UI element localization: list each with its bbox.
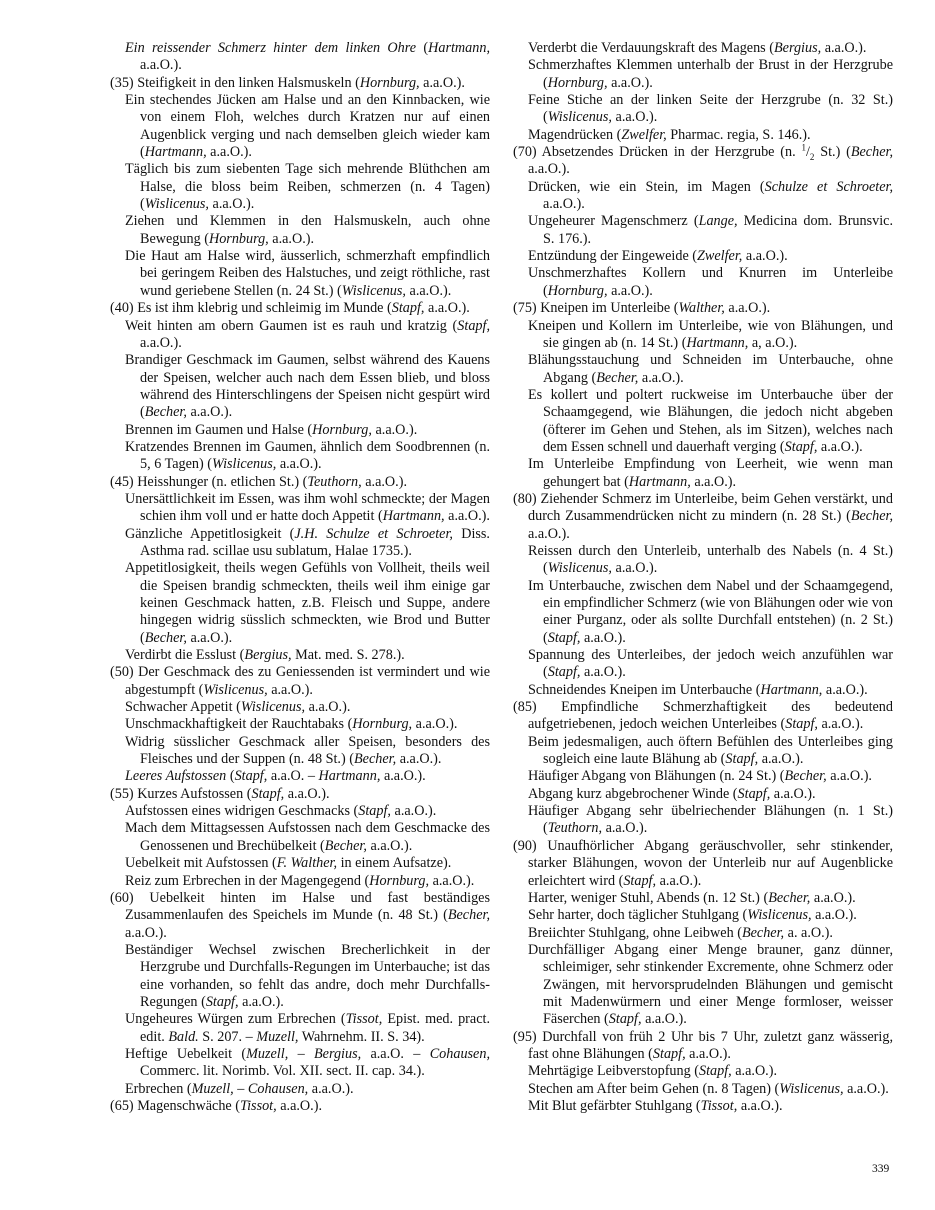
entry-text: Heisshunger (n. etlichen St.) ( [133, 473, 308, 490]
source-citation: Teuthorn, [307, 473, 362, 490]
source-citation: Wislicenus, [547, 109, 612, 126]
symptom-entry [513, 1098, 893, 1115]
symptom-entry [110, 803, 490, 820]
symptom-entry [513, 925, 893, 942]
entry-text: Unschmackhaftigkeit der Rauchtabaks ( [125, 716, 353, 733]
entry-text: Kneipen und Kollern im Unterleibe, wie von Blähungen, und sie gingen ab (n. 14 St.) ( [528, 317, 893, 351]
entry-text: Gänzliche Appetitlosigkeit ( [125, 525, 295, 542]
source-citation: Becher, [447, 907, 490, 924]
symptom-entry [110, 716, 490, 733]
entry-number: (90) [513, 837, 537, 854]
entry-text: Spannung des Unterleibes, der jedoch weich anzufühlen war ( [528, 647, 893, 681]
source-citation: Wislicenus, [547, 560, 612, 577]
entry-text: in einem Aufsatze). [337, 855, 452, 872]
symptom-entry [513, 456, 893, 491]
entry-text: a.a.O.). [742, 248, 788, 265]
entry-text: a.a.O.). [821, 40, 867, 56]
entry-text: a.a.O.). [580, 664, 626, 681]
entry-text: a.a.O.). [770, 785, 816, 802]
entry-text: a.a.O.). [724, 300, 771, 317]
entry-text: Heftige Uebelkeit ( [125, 1045, 247, 1062]
entry-text: Im Unterbauche, zwischen dem Nabel und der Schaamgegend, ein empfindlicher Schmerz (wie von Blähungen oder wie von einer Purganz, oder als sollte Durchfall entstehen) (n. 2 St.) ( [528, 577, 893, 646]
source-citation: Stapf, [391, 300, 425, 317]
symptom-entry [110, 352, 490, 421]
entry-text: a.a.O.). [444, 508, 490, 525]
entry-text: a.a.O.). [424, 300, 470, 317]
entry-text: Unschmerzhaftes Kollern und Knurren im Unterleibe ( [528, 265, 893, 299]
symptom-entry [513, 179, 893, 214]
entry-text: a.a.O.). [685, 1045, 731, 1062]
source-citation: F. Walther, [276, 855, 338, 872]
symptom-entry [513, 682, 893, 699]
entry-text: Drücken, wie ein Stein, im Magen ( [528, 178, 765, 195]
source-citation: Stapf, [698, 1063, 732, 1080]
entry-text: a.a.O.). [528, 525, 570, 542]
entry-text: Durchfälliger Abgang einer Menge brauner, ganz dünner, schleimiger, sehr stinkender Excremente, ohne Schmerz oder Zwängen, mit hervorsprudelnden Blähungen und gemischt mit Madenwürmern und einer Menge formloser, weisser Fäserchen ( [528, 941, 893, 1028]
entry-text: Weit hinten am obern Gaumen ist es rauh und kratzig ( [125, 317, 458, 334]
numbered-entry [110, 1098, 490, 1115]
source-citation: Schulze et Schroeter, [764, 178, 893, 195]
symptom-entry [513, 647, 893, 682]
entry-text: Kurzes Aufstossen ( [133, 785, 252, 802]
entry-text: St.) ( [814, 144, 851, 161]
symptom-entry [110, 213, 490, 248]
entry-text: a.a.O.). [380, 768, 426, 785]
entry-text: Abgang kurz abgebrochener Winde ( [528, 785, 738, 802]
symptom-entry [513, 907, 893, 924]
source-citation: Stapf, [234, 768, 268, 785]
entry-text: Beständiger Wechsel zwischen Brecherlichkeit in der Herzgrube und Durchfalls-Regungen im Unterbauche; ist das eine vorhanden, so fehlt das andre, doch mehr Durchfalls-Regungen ( [125, 941, 490, 1010]
entry-text: a.a.O.). [366, 837, 413, 854]
source-citation: Stapf, [205, 993, 239, 1010]
numbered-entry [513, 300, 893, 317]
page-number: 339 [872, 1163, 890, 1175]
entry-text: a.a.O.). [638, 369, 684, 386]
symptom-entry [513, 734, 893, 769]
symptom-entry [110, 491, 490, 526]
entry-text: Täglich bis zum siebenten Tage sich mehrende Blüthchen am Halse, die bloss beim Reiben, schmerzen (n. 4 Tagen) ( [125, 161, 490, 213]
entry-text: Mat. med. S. 278.). [291, 647, 405, 664]
source-citation: Zwelfer, [621, 126, 667, 143]
source-citation: Bergius, [244, 647, 292, 664]
source-citation: Stapf, [547, 664, 581, 681]
symptom-entry [110, 161, 490, 213]
entry-text: Reissen durch den Unterleib, unterhalb des Nabels (n. 4 St.) ( [528, 542, 893, 577]
entry-text: a.a.O.). [267, 681, 313, 698]
numbered-entry [513, 491, 893, 543]
source-citation: Becher, [144, 629, 187, 646]
entry-text: a.a.O.). [607, 74, 653, 91]
entry-text: a.a.O.). [817, 438, 863, 455]
entry-text: a.a.O.). [737, 1097, 783, 1114]
entry-text: a.a.O.). [208, 196, 255, 213]
entry-number: (70) [513, 144, 537, 161]
entry-text: a.a.O.). [543, 196, 585, 213]
source-citation: Bergius, [773, 40, 822, 56]
numbered-entry [110, 890, 490, 942]
source-citation: Becher, [768, 889, 811, 906]
source-citation: Stapf, [358, 803, 391, 820]
entry-text: a.a.O.). [140, 57, 182, 74]
source-citation: Hartmann, [686, 334, 749, 351]
entry-text: a.a.O.). [602, 820, 648, 837]
symptom-entry [110, 1046, 490, 1081]
entry-text: Schmerzhaftes Klemmen unterhalb der Brust in der Herzgrube ( [528, 57, 893, 91]
entry-text: Uebelkeit hinten im Halse und fast beständiges Zusammenlaufen des Speichels im Munde (n. 48 St.) ( [125, 889, 490, 924]
source-citation: Becher, [784, 768, 827, 785]
entry-text: Diss. Asthma rad. scillae usu sublatum, Halae 1735.). [140, 525, 490, 559]
source-citation: Teuthorn, [547, 820, 603, 837]
source-citation: Hornburg, [312, 421, 372, 438]
entry-text: Pharmac. regia, S. 146.). [666, 126, 811, 143]
entry-text: a.a.O.). [390, 803, 437, 820]
entry-text: Kneipen im Unterleibe ( [536, 300, 679, 317]
source-citation: Wislicenus, [779, 1080, 844, 1097]
source-citation: Zwelfer, [697, 248, 743, 265]
symptom-entry [110, 699, 490, 716]
entry-text: a.a.O.). [140, 334, 182, 351]
source-citation: Stapf, [251, 785, 285, 802]
entry-text: Im Unterleibe Empfindung von Leerheit, wie wenn man gehungert bat ( [528, 456, 893, 490]
source-citation: Tissot, [240, 1097, 277, 1114]
entry-text: Feine Stiche an der linken Seite der Herzgrube (n. 32 St.) ( [528, 92, 893, 126]
entry-text: a.a.O.). [396, 751, 442, 768]
source-citation: Wislicenus, [240, 699, 306, 716]
entry-text: a.a.O.). [186, 404, 233, 421]
entry-text: a.a.O. – [361, 1045, 430, 1062]
source-citation: Stapf, [457, 317, 490, 334]
source-citation: Hartmann, [144, 144, 207, 161]
symptom-entry [513, 942, 893, 1029]
fraction-numerator: 1 [801, 142, 806, 153]
numbered-entry [110, 474, 490, 491]
symptom-entry [513, 543, 893, 578]
source-citation: Stapf, [623, 872, 657, 889]
source-citation: Becher, [353, 751, 397, 768]
source-citation: Stapf, [652, 1045, 686, 1062]
source-citation: Wislicenus, [144, 196, 209, 213]
entry-text: a.a.O. – [267, 768, 319, 785]
entry-text: Ziehender Schmerz im Unterleibe, beim Gehen verstärkt, und durch Zusammendrücken nicht zu mindern (n. 28 St.) ( [528, 490, 893, 525]
symptom-entry [513, 352, 893, 387]
symptom-entry [110, 942, 490, 1011]
symptom-entry [110, 439, 490, 474]
source-citation: Walther, [678, 300, 725, 317]
entry-text: Appetitlosigkeit, theils wegen Gefühls von Vollheit, theils weil die Speisen brandig schmeckten, theils weil ihm einige gar keinen Geschmack hatten, z.B. Fleisch und Suppe, andere hingegen widrig süsslich schmeckten, wie Brod und Butter ( [125, 560, 490, 646]
source-citation: Becher, [596, 369, 639, 386]
fraction-denominator: 2 [809, 151, 815, 162]
entry-text: ( [226, 768, 235, 785]
source-citation: J.H. Schulze et Schroeter, [294, 525, 453, 542]
entry-text: Commerc. lit. Norimb. Vol. XII. sect. II. cap. 34.). [140, 1063, 425, 1080]
source-citation: Hornburg, [208, 230, 269, 247]
symptom-entry [513, 578, 893, 647]
entry-text: Die Haut am Halse wird, äusserlich, schmerzhaft empfindlich bei geringem Reiben des Halstuches, und zeigt röthliche, rast wund geriebene Stellen (n. 24 St.) ( [125, 248, 490, 299]
source-citation: Becher, [741, 924, 785, 941]
entry-text: Mehrtägige Leibverstopfung ( [528, 1063, 699, 1080]
entry-text: a.a.O.). [811, 907, 857, 924]
entry-text: Der Geschmack des zu Geniessenden ist vermindert und wie abgestumpft ( [125, 664, 490, 698]
entry-text: Widrig süsslicher Geschmack aller Speisen, besonders des Fleisches und der Suppen (n. 48 St.) ( [125, 733, 490, 768]
entry-text: a.a.O.). [656, 872, 702, 889]
source-citation: Tissot, [700, 1097, 738, 1114]
entry-text: Ein stechendes Jücken am Halse und an den Kinnbacken, wie von einem Floh, welches durch Kratzen nur auf einen Augenblick verging und nach demselben gleich wieder kam ( [125, 92, 490, 161]
symptom-entry [110, 92, 490, 161]
left-column [110, 40, 490, 1115]
symptom-entry [110, 734, 490, 769]
symptom-entry [110, 560, 490, 647]
entry-text: Epist. med. pract. edit. [140, 1011, 490, 1045]
source-citation: Hornburg, [547, 74, 608, 91]
entry-text: Aufstossen eines widrigen Geschmacks ( [125, 803, 359, 820]
entry-text: Unaufhörlicher Abgang geräuschvoller, sehr stinkender, starker Blähungen, wovon der Unterleib nur auf Augenblicke erleichtert wird ( [528, 837, 893, 889]
source-citation: Stapf, [785, 716, 818, 733]
entry-text: Harter, weniger Stuhl, Abends (n. 12 St.) ( [528, 889, 769, 906]
source-citation: Wislicenus, [203, 681, 268, 698]
source-citation: Hartmann, [382, 508, 445, 525]
entry-text: Empfindliche Schmerzhaftigkeit des bedeutend aufgetriebenen, jedoch weichen Unterleibes ( [528, 699, 893, 733]
symptom-entry [110, 647, 490, 664]
entry-text: Brandiger Geschmack im Gaumen, selbst während des Kauens der Speisen, welcher auch nach dem Essen blieb, und bloss während des Hinterschlingens der Speisen nicht gespürt wird ( [125, 352, 490, 421]
entry-text: a.a.O.). [810, 889, 856, 906]
entry-text: a.a.O.). [758, 751, 804, 768]
entry-text: Absetzendes Drücken in der Herzgrube (n. [536, 144, 802, 161]
entry-text: Es ist ihm klebrig und schleimig im Munde ( [133, 300, 392, 317]
source-citation: Wislicenus, [747, 907, 812, 924]
source-citation: Stapf, [725, 751, 759, 768]
entry-number: (55) [110, 785, 134, 802]
entry-text: a.a.O.). [238, 993, 284, 1010]
symptom-entry [110, 422, 490, 439]
source-citation: Becher, [850, 508, 893, 525]
entry-text: Breiichter Stuhlgang, ohne Leibweh ( [528, 924, 742, 941]
symptom-entry [110, 40, 490, 75]
entry-text: a.a.O.). [607, 282, 653, 299]
symptom-entry [513, 92, 893, 127]
numbered-entry [513, 838, 893, 890]
source-citation: Tissot, [345, 1011, 383, 1028]
symptom-entry [110, 1011, 490, 1046]
entry-text: Medicina dom. Brunsvic. S. 176.). [543, 213, 894, 247]
numbered-entry [110, 786, 490, 803]
right-column [513, 40, 893, 1115]
entry-text: Verderbt die Verdauungskraft des Magens ( [528, 40, 774, 56]
entry-number: (50) [110, 664, 134, 681]
entry-text: Beim jedesmaligen, auch öftern Befühlen des Unterleibes ging sogleich eine laute Blähung ab ( [528, 733, 893, 768]
numbered-entry [513, 144, 893, 179]
entry-text: ( [416, 40, 429, 56]
source-citation: Muzell, – Bergius, [246, 1045, 362, 1062]
source-citation: Hornburg, [359, 74, 420, 91]
entry-text: Sehr harter, doch täglicher Stuhlgang ( [528, 907, 748, 924]
numbered-entry [110, 75, 490, 92]
symptom-entry [513, 57, 893, 92]
entry-text: Brennen im Gaumen und Halse ( [125, 421, 313, 438]
entry-text: a.a.O.). [843, 1080, 889, 1097]
entry-text: Reiz zum Erbrechen in der Magengegend ( [125, 872, 370, 889]
symptom-entry [110, 768, 490, 785]
symptom-entry [513, 890, 893, 907]
entry-text: Unersättlichkeit im Essen, was ihm wohl schmeckte; der Magen schien ihm voll und er hatte doch Appetit ( [125, 490, 490, 525]
entry-text: Häufiger Abgang sehr übelriechender Blähungen (n. 1 St.) ( [528, 803, 893, 837]
symptom-entry [110, 248, 490, 300]
symptom-entry [513, 213, 893, 248]
entry-text: Uebelkeit mit Aufstossen ( [125, 855, 277, 872]
source-citation: Lange, [698, 213, 738, 230]
symptom-entry [513, 803, 893, 838]
entry-number: (85) [513, 699, 537, 716]
entry-text: Wahrnehm. II. S. 34). [298, 1028, 425, 1045]
entry-number: (65) [110, 1097, 134, 1114]
entry-text: a.a.O.). [611, 560, 658, 577]
entry-text: Verdirbt die Esslust ( [125, 647, 245, 664]
entry-text: a.a.O.). [371, 421, 418, 438]
entry-text: a.a.O.). [429, 872, 475, 889]
numbered-entry [513, 699, 893, 734]
source-citation: Muzell, – Cohausen, [191, 1080, 309, 1097]
entry-text: Magenschwäche ( [133, 1097, 240, 1114]
entry-text: Stechen am After beim Gehen (n. 8 Tagen) ( [528, 1080, 780, 1097]
source-citation: Becher, [324, 837, 367, 854]
entry-text: Kratzendes Brennen im Gaumen, ähnlich dem Soodbrennen (n. 5, 6 Tagen) ( [125, 438, 490, 473]
entry-text: a.a.O.). [641, 1011, 687, 1028]
source-citation: Hornburg, [369, 872, 430, 889]
symptom-entry [513, 265, 893, 300]
source-citation: Becher, [144, 404, 187, 421]
numbered-entry [110, 664, 490, 699]
entry-number: (80) [513, 490, 537, 507]
entry-text: Blähungsstauchung und Schneiden im Unterbauche, ohne Abgang ( [528, 352, 893, 386]
source-citation: Hartmann, [428, 40, 490, 56]
entry-text: a, a.O.). [748, 334, 798, 351]
source-citation: Hartmann, [628, 473, 691, 490]
entry-text: Es kollert und poltert ruckweise im Unterbauche über der Schaamgegend, wie Blähungen, die jedoch nicht abgeben (öfterer im Gehen und Stehen, als im Sitzen), welches nach dem Essen schnell und dauerhaft verging ( [528, 386, 893, 455]
source-citation: Leeres Aufstossen [125, 768, 227, 785]
symptom-entry [513, 387, 893, 456]
symptom-entry [110, 318, 490, 353]
numbered-entry [110, 300, 490, 317]
entry-text: Häufiger Abgang von Blähungen (n. 24 St.) ( [528, 768, 785, 785]
source-citation: Stapf, [547, 629, 581, 646]
entry-text: a.a.O.). [826, 768, 872, 785]
entry-text: a.a.O.). [822, 681, 868, 698]
entry-text: a.a.O.). [528, 161, 570, 178]
entry-text: a.a.O.). [125, 924, 167, 941]
symptom-entry [513, 248, 893, 265]
symptom-entry [110, 820, 490, 855]
source-citation: Stapf, [784, 438, 818, 455]
entry-text: Ungeheures Würgen zum Erbrechen ( [125, 1011, 346, 1028]
entry-text: Schneidendes Kneipen im Unterbauche ( [528, 681, 761, 698]
entry-text: a.a.O.). [268, 230, 315, 247]
entry-text: Ziehen und Klemmen in den Halsmuskeln, auch ohne Bewegung ( [125, 213, 490, 247]
entry-text: a.a.O.). [206, 144, 252, 161]
entry-text: Erbrechen ( [125, 1080, 192, 1097]
source-citation: Becher, [850, 144, 893, 161]
entry-text: a. a.O.). [784, 924, 833, 941]
symptom-entry [110, 526, 490, 561]
symptom-entry [513, 768, 893, 785]
symptom-entry [513, 786, 893, 803]
entry-text: Ungeheurer Magenschmerz ( [528, 213, 699, 230]
entry-text: a.a.O.). [690, 473, 737, 490]
source-citation: Cohausen, [429, 1045, 490, 1062]
entry-text: a.a.O.). [731, 1063, 778, 1080]
entry-text: Durchfall von früh 2 Uhr bis 7 Uhr, zuletzt ganz wässerig, fast ohne Blähungen ( [528, 1028, 893, 1062]
entry-text: a.a.O.). [276, 456, 322, 473]
entry-text: a.a.O.). [284, 785, 330, 802]
entry-number: (35) [110, 74, 134, 91]
entry-text: a.a.O.). [611, 109, 658, 126]
symptom-entry [110, 1081, 490, 1098]
source-citation: Hornburg, [547, 282, 608, 299]
symptom-entry [513, 127, 893, 144]
symptom-entry [110, 855, 490, 872]
entry-number: (75) [513, 300, 537, 317]
entry-text: Steifigkeit in den linken Halsmuskeln ( [133, 74, 360, 91]
entry-text: a.a.O.). [308, 1080, 354, 1097]
numbered-entry [513, 1029, 893, 1064]
entry-text: a.a.O.). [419, 74, 465, 91]
entry-text: S. 207. – [198, 1028, 257, 1045]
entry-number: (45) [110, 473, 134, 490]
entry-text: a.a.O.). [817, 716, 864, 733]
source-citation: Muzell, [256, 1028, 299, 1045]
entry-number: (95) [513, 1028, 537, 1045]
symptom-entry [513, 1063, 893, 1080]
source-citation: Wislicenus, [212, 456, 277, 473]
entry-text: Mach dem Mittagsessen Aufstossen nach dem Geschmacke des Genossenen und Brechübelkeit ( [125, 820, 490, 854]
entry-text: a.a.O.). [580, 629, 626, 646]
entry-number: (40) [110, 300, 134, 317]
entry-text: Magendrücken ( [528, 126, 622, 143]
entry-text: a.a.O.). [361, 473, 407, 490]
source-citation: Stapf, [608, 1011, 642, 1028]
entry-number: (60) [110, 889, 134, 906]
source-citation: Stapf, [737, 785, 771, 802]
source-citation: Hartmann, [760, 681, 823, 698]
entry-text: / [805, 144, 810, 161]
source-citation: Wislicenus, [341, 282, 406, 299]
symptom-entry [110, 873, 490, 890]
entry-text: a.a.O.). [305, 699, 351, 716]
entry-text: a.a.O.). [412, 716, 458, 733]
symptom-entry [513, 40, 893, 57]
source-citation: Bald. [168, 1028, 199, 1045]
entry-text: a.a.O.). [186, 629, 233, 646]
source-citation: Ein reissender Schmerz hinter dem linken Ohre [125, 40, 417, 56]
entry-text: Entzündung der Eingeweide ( [528, 248, 698, 265]
entry-text: Mit Blut gefärbter Stuhlgang ( [528, 1097, 701, 1114]
entry-text: Schwacher Appetit ( [125, 699, 241, 716]
source-citation: Hornburg, [352, 716, 413, 733]
symptom-entry [513, 318, 893, 353]
symptom-entry [513, 1081, 893, 1098]
source-citation: Hartmann, [318, 768, 381, 785]
entry-text: a.a.O.). [276, 1097, 322, 1114]
entry-text: a.a.O.). [405, 282, 452, 299]
